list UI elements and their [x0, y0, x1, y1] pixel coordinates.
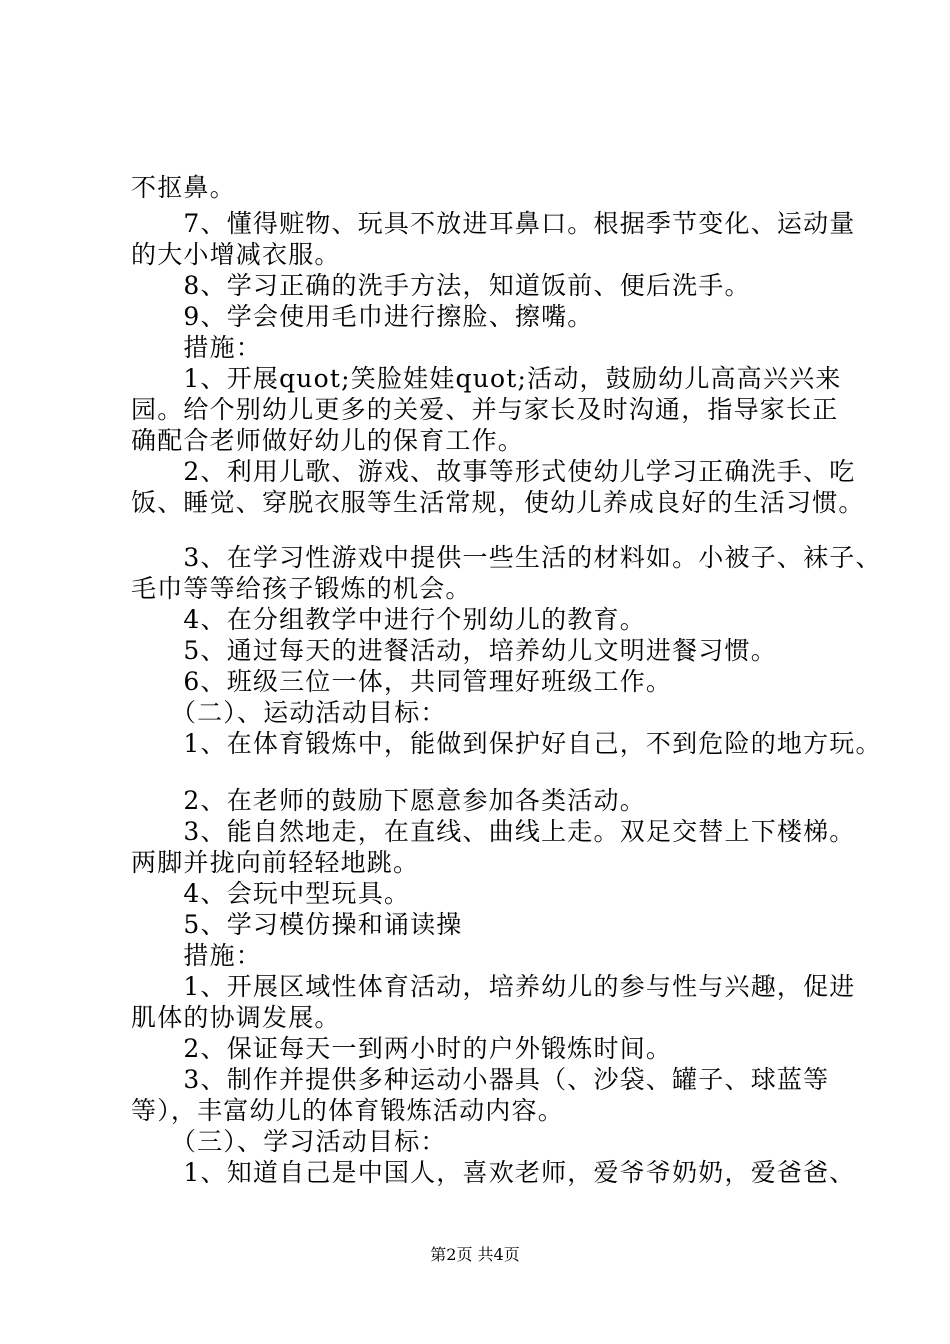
text-line: 不抠鼻。 [131, 173, 236, 202]
text-line: 2、保证每天一到两小时的户外锻炼时间。 [131, 1034, 673, 1063]
text-line: 1、知道自己是中国人，喜欢老师，爱爷爷奶奶，爱爸爸、 [131, 1158, 856, 1187]
text-line: 两脚并拢向前轻轻地跳。 [131, 848, 420, 877]
text-line: 毛巾等等给孩子锻炼的机会。 [131, 574, 472, 603]
text-line: 2、在老师的鼓励下愿意参加各类活动。 [131, 786, 646, 815]
text-line: 措施： [131, 941, 263, 970]
text-line: 6、班级三位一体，共同管理好班级工作。 [131, 667, 673, 696]
text-line: 9、学会使用毛巾进行擦脸、擦嘴。 [131, 302, 594, 331]
text-line: 1、开展quot;笑脸娃娃quot;活动，鼓励幼儿高高兴兴来 [131, 364, 842, 393]
text-line: 4、在分组教学中进行个别幼儿的教育。 [131, 605, 646, 634]
text-line: 3、在学习性游戏中提供一些生活的材料如。小被子、袜子、 [131, 543, 882, 572]
text-line: 8、学习正确的洗手方法，知道饭前、便后洗手。 [131, 271, 751, 300]
text-line: 措施： [131, 333, 263, 362]
section-heading: （三）、学习活动目标： [131, 1127, 447, 1156]
text-line: 2、利用儿歌、游戏、故事等形式使幼儿学习正确洗手、吃 [131, 457, 856, 486]
text-line: 1、开展区域性体育活动，培养幼儿的参与性与兴趣，促进 [131, 972, 856, 1001]
text-line: 的大小增减衣服。 [131, 240, 341, 269]
text-line: 饭、睡觉、穿脱衣服等生活常规，使幼儿养成良好的生活习惯。 [131, 488, 865, 517]
text-line: 4、会玩中型玩具。 [131, 879, 411, 908]
text-line: 5、通过每天的进餐活动，培养幼儿文明进餐习惯。 [131, 636, 777, 665]
text-line: 确配合老师做好幼儿的保育工作。 [131, 426, 525, 455]
text-line: 5、学习模仿操和诵读操 [131, 910, 463, 939]
text-line: 3、能自然地走，在直线、曲线上走。双足交替上下楼梯。 [131, 817, 856, 846]
text-line: 3、制作并提供多种运动小器具（、沙袋、罐子、球蓝等 [131, 1065, 830, 1094]
text-line: 7、懂得赃物、玩具不放进耳鼻口。根据季节变化、运动量 [131, 209, 856, 238]
text-line: 肌体的协调发展。 [131, 1003, 341, 1032]
text-line: 1、在体育锻炼中，能做到保护好自己，不到危险的地方玩。 [131, 729, 882, 758]
section-heading: （二）、运动活动目标： [131, 698, 447, 727]
page-number-footer: 第2页 共4页 [430, 1245, 520, 1264]
text-line: 等），丰富幼儿的体育锻炼活动内容。 [131, 1096, 564, 1125]
text-line: 园。给个别幼儿更多的关爱、并与家长及时沟通，指导家长正 [131, 395, 839, 424]
